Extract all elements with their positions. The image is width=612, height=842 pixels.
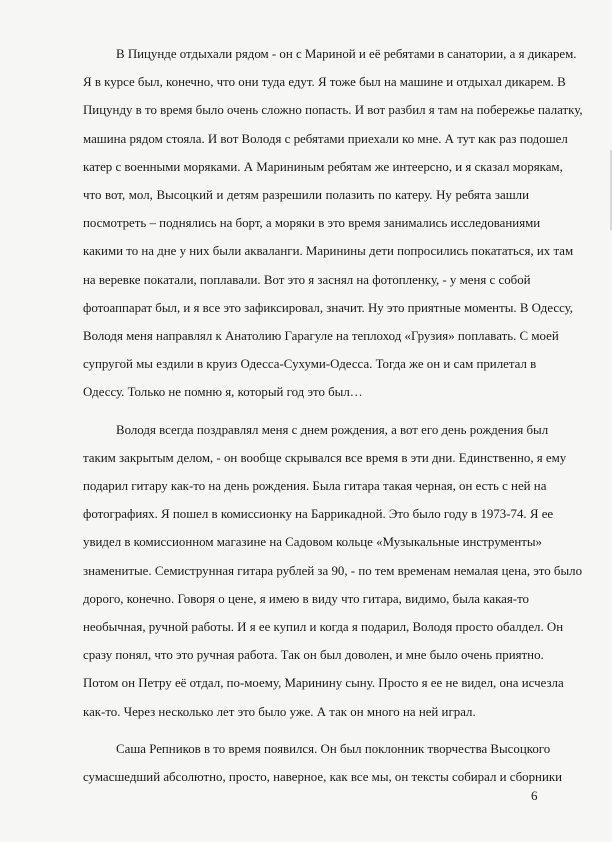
paragraph-2 <box>83 416 583 726</box>
text-line: Саша Репников в то время появился. Он был поклонник творчества Высоцкого <box>116 741 551 756</box>
text-line: на веревке покатали, поплавали. Вот это я заснял на фотопленку, - у меня с собой <box>83 272 531 287</box>
text-line: Потом он Петру её отдал, по-моему, Маринину сыну. Просто я ее не видел, она исчезла <box>83 676 564 691</box>
text-line: сумасшедший абсолютно, просто, наверное, как все мы, он тексты собирал и сборники <box>83 770 563 785</box>
text-line: супругой мы ездили в круиз Одесса-Сухуми-Одесса. Тогда же он и сам прилетал в <box>83 357 537 372</box>
text-line: знаменитые. Семиструнная гитара рублей за 90, - по тем временам немалая цена, это было <box>83 563 583 578</box>
text-line: фотографиях. Я пошел в комиссионку на Баррикадной. Это было году в 1973-74. Я ее <box>83 507 554 522</box>
text-line: катер с военными моряками. А Марининым ребятам же интеерсно, и я сказал морякам, <box>83 159 563 174</box>
text-line: посмотреть – поднялись на борт, а моряки в это время занимались исследованиями <box>83 216 541 231</box>
text-line: что вот, мол, Высоцкий и детям разрешили полазить по катеру. Ну ребята зашли <box>83 188 529 203</box>
paragraph-1 <box>83 40 583 407</box>
text-line: Володя всегда поздравлял меня с днем рождения, а вот его день рождения был <box>116 422 549 437</box>
text-line: таким закрытым делом, - он вообще скрывался все время в эти дни. Единственно, я ему <box>83 450 567 465</box>
text-line: необычная, ручной работы. И я ее купил и когда я подарил, Володя просто обалдел. Он <box>83 620 564 635</box>
text-line: увидел в комиссионном магазине на Садовом кольце «Музыкальные инструменты» <box>83 535 542 550</box>
text-line: подарил гитару как-то на день рождения. Была гитара такая черная, он есть с ней на <box>83 479 547 494</box>
body-text <box>83 40 583 791</box>
text-line: дорого, конечно. Говоря о цене, я имею в виду что гитара, видимо, была какая-то <box>83 591 529 606</box>
text-line: Я в курсе был, конечно, что они туда едут. Я тоже был на машине и отдыхал дикарем. В <box>83 75 566 90</box>
text-line: как-то. Через несколько лет это было уже. А так он много на ней играл. <box>83 704 476 719</box>
text-line: Володя меня направлял к Анатолию Гарагуле на теплоход «Грузия» поплавать. С моей <box>83 329 559 344</box>
text-line: машина рядом стояла. И вот Володя с ребятами приехали ко мне. А тут как раз подошел <box>83 131 568 146</box>
text-line: сразу понял, что это ручная работа. Так он был доволен, и мне было очень приятно. <box>83 648 544 663</box>
text-line: фотоаппарат был, и я все это зафиксировал, значит. Ну это приятные моменты. В Одессу, <box>83 300 574 315</box>
text-line: Одессу. Только не помню я, который год это был… <box>83 385 363 400</box>
text-line: Пицунду в то время было очень сложно попасть. И вот разбил я там на побережье палатку, <box>83 103 583 118</box>
paragraph-3 <box>83 735 563 791</box>
text-line: В Пицунде отдыхали рядом - он с Мариной и её ребятами в санатории, а я дикарем. <box>116 47 577 61</box>
page-number: 6 <box>531 788 538 803</box>
text-line: какими то на дне у них были акваланги. Маринины дети попросились покататься, их там <box>83 244 574 259</box>
